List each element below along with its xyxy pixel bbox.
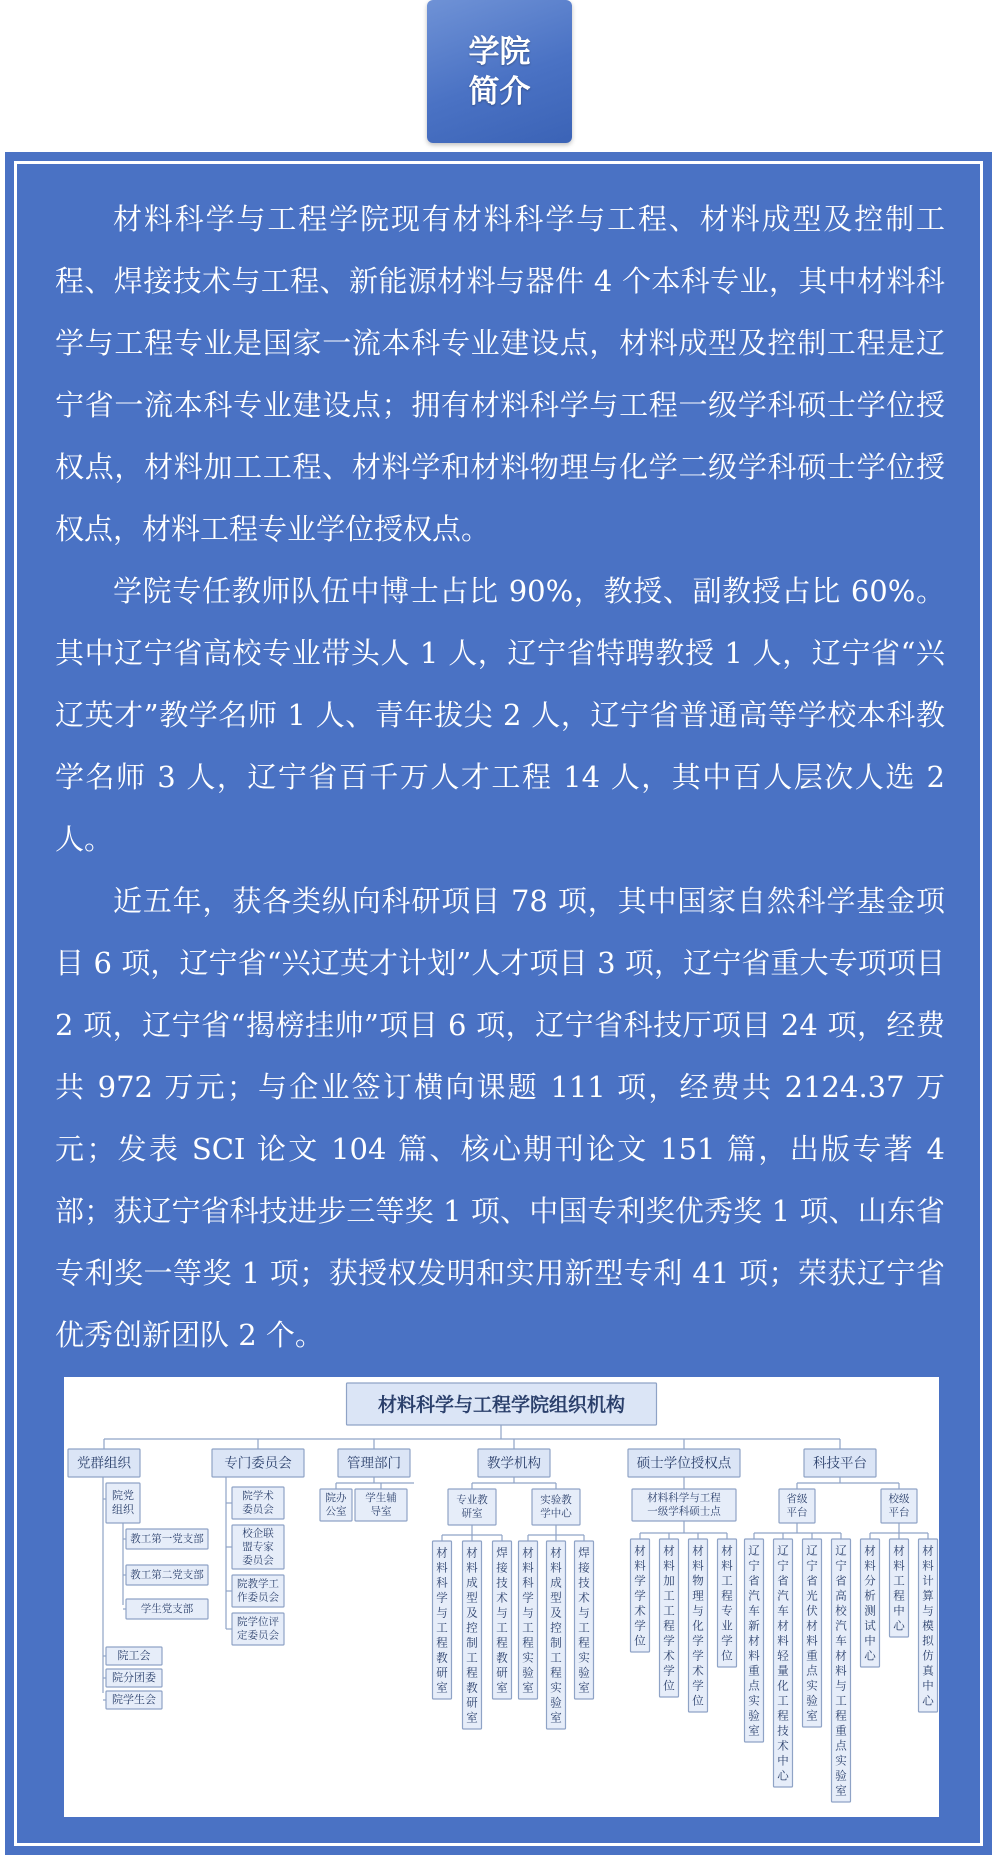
- committee-3-label: 作委员会: [237, 1591, 279, 1604]
- teaching-lab-2-label: 材料成型及控制工程实验室: [550, 1545, 562, 1725]
- tech-school-label: 校级: [888, 1493, 910, 1505]
- lab-center-label: 实验教: [540, 1494, 572, 1506]
- tech-provincial-item-4-label: 辽宁省高校汽车材料与工程重点实验室: [835, 1543, 847, 1798]
- intro-text: [55, 188, 945, 1366]
- badge-line-1: 学院: [468, 33, 531, 70]
- intro-panel: [5, 152, 992, 1855]
- party-other-2-label: 院分团委: [112, 1671, 156, 1684]
- masters-first-level-label: 材料科学与工程: [647, 1492, 721, 1504]
- lab-center-label: 学中心: [540, 1507, 572, 1520]
- org-chart: [64, 1377, 939, 1817]
- tech-provincial-item-2-label: 辽宁省汽车材料轻量化工程技术中心: [777, 1543, 789, 1783]
- party-other-3-label: 院学生会: [112, 1693, 156, 1706]
- committee-2-label: 盟专家: [242, 1540, 274, 1553]
- committee-3-label: 院教学工: [237, 1578, 279, 1590]
- teaching-office-1-label: 材料科学与工程教研室: [436, 1545, 448, 1695]
- section-badge: [427, 0, 572, 143]
- masters-first-level-label: 一级学科硕士点: [647, 1505, 721, 1518]
- tech-school-item-1-label: 材料分析测试中心: [864, 1543, 876, 1663]
- party-branch-3-label: 学生党支部: [140, 1602, 194, 1615]
- tech-provincial-label: 省级: [786, 1493, 808, 1505]
- masters-item-1-label: 材料学学术学位: [634, 1543, 646, 1648]
- management-2-label: 导室: [370, 1505, 392, 1518]
- committee-2-label: 校企联: [242, 1527, 274, 1540]
- teaching-office-2-label: 材料成型及控制工程教研室: [466, 1545, 478, 1725]
- category-masters-label: 硕士学位授权点: [636, 1455, 732, 1472]
- tech-school-item-3-label: 材料计算与模拟仿真中心: [922, 1543, 934, 1708]
- committee-1-label: 委员会: [242, 1503, 274, 1516]
- management-1-label: 公室: [325, 1505, 347, 1518]
- research-office-label: 专业教: [456, 1494, 488, 1506]
- category-committee-label: 专门委员会: [224, 1455, 292, 1472]
- category-tech-label: 科技平台: [813, 1455, 867, 1472]
- teaching-lab-1-label: 材料科学与工程实验室: [522, 1545, 534, 1695]
- paragraph-majors: 材料科学与工程学院现有材料科学与工程、材料成型及控制工程、焊接技术与工程、新能源材料与器件 4 个本科专业，其中材料科学与工程专业是国家一流本科专业建设点，材料成型及控制工程是辽宁省一流本科专业建设点；拥有材料科学与工程一级学科硕士学位授权点，材料加工工程、材料学和材料物理与化学二级学科硕士学位授权点，材料工程专业学位授权点。: [55, 202, 945, 546]
- party-org-label: 组织: [112, 1503, 134, 1516]
- badge-line-2: 简介: [468, 73, 531, 110]
- committee-4-label: 定委员会: [237, 1629, 279, 1642]
- research-office-label: 研室: [461, 1507, 483, 1520]
- org-chart-svg: [64, 1377, 939, 1817]
- committee-1-label: 院学术: [242, 1490, 274, 1502]
- paragraph-faculty: 学院专任教师队伍中博士占比 90%，教授、副教授占比 60%。其中辽宁省高校专业带头人 1 人，辽宁省特聘教授 1 人，辽宁省“兴辽英才”教学名师 1 人、青年拔尖 2 人，辽宁省普通高等学校本科教学名师 3 人，辽宁省百千万人才工程 14 人，其中百人层次人选 2 人。: [55, 574, 945, 856]
- tech-school-label: 平台: [888, 1506, 910, 1519]
- tech-provincial-label: 平台: [786, 1506, 808, 1519]
- management-1-label: 院办: [325, 1492, 347, 1504]
- party-org-label: 院党: [112, 1489, 134, 1502]
- tech-provincial-item-1-label: 辽宁省汽车新材料重点实验室: [748, 1543, 760, 1738]
- party-branch-1-label: 教工第一党支部: [130, 1532, 204, 1545]
- category-management-label: 管理部门: [347, 1455, 401, 1472]
- party-other-1-label: 院工会: [117, 1649, 151, 1662]
- management-2-label: 学生辅: [365, 1492, 397, 1504]
- party-branch-2-label: 教工第二党支部: [130, 1568, 204, 1581]
- teaching-lab-3-label: 焊接技术与工程实验室: [578, 1545, 590, 1695]
- category-party-label: 党群组织: [77, 1455, 131, 1472]
- masters-item-4-label: 材料工程专业学位: [721, 1543, 733, 1663]
- tech-provincial-item-3-label: 辽宁省光伏材料重点实验室: [806, 1543, 818, 1723]
- masters-item-2-label: 材料加工工程学术学位: [663, 1543, 675, 1693]
- committee-2-label: 委员会: [242, 1554, 274, 1567]
- org-title: 材料科学与工程学院组织机构: [377, 1394, 626, 1416]
- teaching-office-3-label: 焊接技术与工程教研室: [496, 1545, 508, 1695]
- committee-4-label: 院学位评: [237, 1616, 279, 1628]
- category-teaching-label: 教学机构: [487, 1455, 541, 1472]
- masters-item-3-label: 材料物理与化学学术学位: [692, 1543, 704, 1708]
- tech-school-item-2-label: 材料工程中心: [893, 1543, 905, 1633]
- paragraph-research: 近五年，获各类纵向科研项目 78 项，其中国家自然科学基金项目 6 项，辽宁省“兴辽英才计划”人才项目 3 项，辽宁省重大专项项目 2 项，辽宁省“揭榜挂帅”项目 6 项，辽宁省科技厅项目 24 项，经费共 972 万元；与企业签订横向课题 111 项，经费共 2124.37 万元；发表 SCI 论文 104 篇、核心期刊论文 151 篇，出版专著 4 部；获辽宁省科技进步三等奖 1 项、中国专利奖优秀奖 1 项、山东省专利奖一等奖 1 项；获授权发明和实用新型专利 41 项；荣获辽宁省优秀创新团队 2 个。: [55, 884, 945, 1352]
